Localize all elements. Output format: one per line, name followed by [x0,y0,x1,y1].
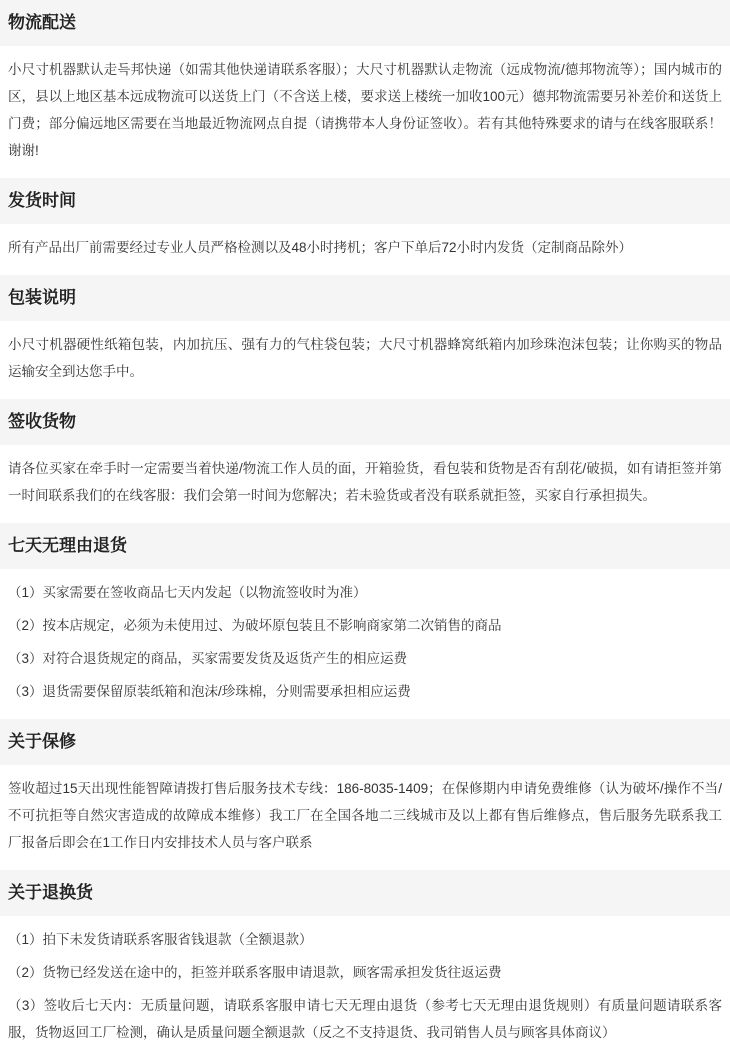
list-item: （2）货物已经发送在途中的，拒签并联系客服申请退款，顾客需承担发货往返运费 [8,965,502,980]
section-title-shipping-time: 发货时间 [0,178,730,224]
paragraph: 小尺寸机器硬性纸箱包装，内加抗压、强有力的气柱袋包装；大尺寸机器蜂窝纸箱内加珍珠泡沫包装；让你购买的物品运输安全到达您手中。 [8,337,722,379]
section-returns-exchanges [0,870,730,1060]
section-body-receiving [0,445,730,523]
policy-list [8,926,722,1046]
list-item: （1）买家需要在签收商品七天内发起（以物流签收时为准） [8,585,367,600]
section-receiving [0,399,730,523]
paragraph: 签收超过15天出现性能智障请拨打售后服务技术专线：186-8035-1409；在保修期内申请免费维修（认为破坏/操作不当/不可抗拒等自然灾害造成的故障成本维修）我工厂在全国各地二三线城市及以上都有售后维修点，售后服务先联系我工厂报备后即会在1工作日内安排技术人员与客户联系 [8,781,722,850]
section-body-warranty [0,765,730,870]
section-title-packaging: 包装说明 [0,275,730,321]
policy-list [8,579,722,705]
section-title-warranty: 关于保修 [0,719,730,765]
section-body-logistics [0,46,730,178]
section-title-seven-day-return: 七天无理由退货 [0,523,730,569]
section-body-seven-day-return [0,569,730,719]
section-body-shipping-time [0,224,730,275]
paragraph: 请各位买家在牵手时一定需要当着快递/物流工作人员的面，开箱验货，看包装和货物是否有刮花/破损，如有请拒签并第一时间联系我们的在线客服：我们会第一时间为您解决；若未验货或者没有联系就拒签，买家自行承担损失。 [8,461,722,503]
section-seven-day-return [0,523,730,719]
section-title-logistics: 物流配送 [0,0,730,46]
list-item: （3）签收后七天内：无质量问题，请联系客服申请七天无理由退货（参考七天无理由退货规则）有质量问题请联系客服，货物返回工厂检测，确认是质量问题全额退款（反之不支持退货、我司销售人员与顾客具体商议） [8,998,722,1040]
section-title-returns-exchanges: 关于退换货 [0,870,730,916]
section-body-returns-exchanges [0,916,730,1060]
list-item: （3）对符合退货规定的商品，买家需要发货及返货产生的相应运费 [8,651,408,666]
list-item: （2）按本店规定，必须为未使用过、为破坏原包装且不影响商家第二次销售的商品 [8,618,502,633]
section-warranty [0,719,730,870]
section-logistics [0,0,730,178]
section-title-receiving: 签收货物 [0,399,730,445]
list-item: （3）退货需要保留原装纸箱和泡沫/珍珠棉，分则需要承担相应运费 [8,684,411,699]
paragraph: 小尺寸机器默认走득邦快递（如需其他快递请联系客服）；大尺寸机器默认走物流（远成物流/德邦物流等）；国内城市的区，县以上地区基本远成物流可以送货上门（不含送上楼，要求送上楼统一加收100元）德邦物流需要另补差价和送货上门费；部分偏远地区需要在当地最近物流网点自提（请携带本人身份证签收）。若有其他特殊要求的请与在线客服联系！谢谢! [8,62,722,158]
section-shipping-time [0,178,730,275]
section-packaging [0,275,730,399]
paragraph: 所有产品出厂前需要经过专业人员严格检测以及48小时拷机；客户下单后72小时内发货（定制商品除外） [8,240,633,255]
section-body-packaging [0,321,730,399]
list-item: （1）拍下未发货请联系客服省钱退款（全额退款） [8,932,313,947]
